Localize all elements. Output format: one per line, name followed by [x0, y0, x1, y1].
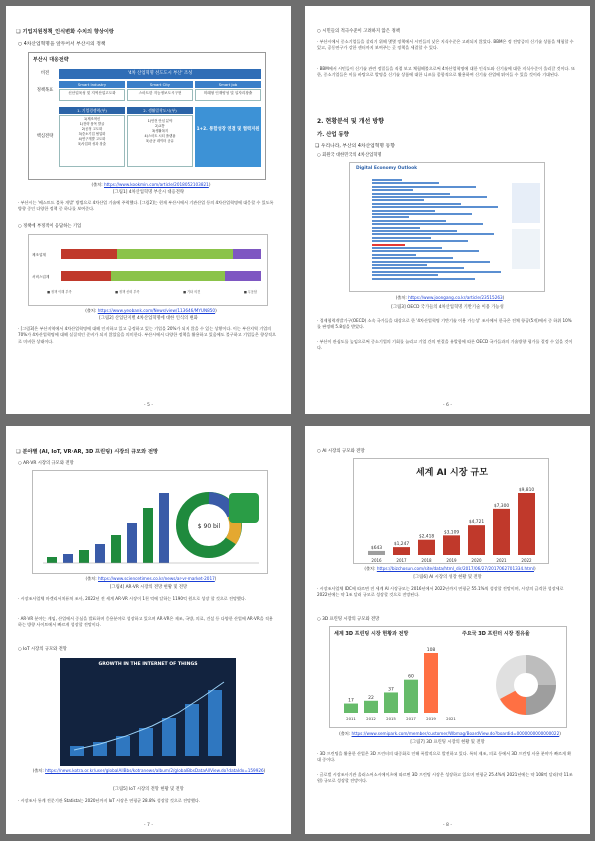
source-link-2[interactable]: https://www.semipark.com/member/customer/Wbmag/BoardView.do?boardid=0000000000000022 [351, 731, 560, 736]
3d-chart-svg [330, 627, 567, 728]
legend-item: ■ 정책 이해 부족 [47, 290, 72, 294]
subsection-title: ○ 시민들의 적극수준이 고려하지 않은 정책 [317, 29, 400, 34]
strategy-item: 1)안전 안심 분야 [147, 119, 173, 123]
row-label-goals: 정책목표 [36, 88, 54, 93]
source-link[interactable]: https://www.joongang.co.kr/article/23515263 [408, 295, 503, 300]
oecd-bar [372, 237, 431, 239]
page-number: - 8 - [442, 823, 453, 828]
row-label-strategy: 핵심전략 [36, 134, 54, 139]
source-link-2[interactable]: https://news.kotra.or.kr/user/globalAllBbs/kotranews/album/2/globalBbsDataAllView.do?dataIdx=159926 [45, 768, 264, 773]
subsection-title-2: ○ 회원국 대한민국의 4차산업혁명 [317, 153, 382, 158]
figure-caption-1: [그림6] AI 시장의 성장 현황 및 전망 [413, 575, 482, 580]
figure-caption-2: [그림7] 3D 프린팅 시장의 현황 및 전망 [410, 740, 485, 745]
oecd-bar [372, 278, 475, 280]
iot-bar [116, 736, 130, 756]
subsection-text: AR·VR 시장의 규모와 전망 [23, 461, 74, 466]
strategy-item: 2)교통 [155, 124, 165, 128]
3d-year-label: 2019 [426, 716, 436, 721]
arvr-bar [47, 557, 57, 563]
arvr-bars [47, 493, 169, 563]
goal-smart-job: Smart Job [195, 81, 261, 88]
oecd-bar [372, 186, 476, 188]
ai-bar-label: $9,810 [518, 488, 535, 493]
legend-item: ■ 무응답 [243, 290, 257, 294]
strategy-integrated: 1+2. 통합성장 연결 및 협력지원 [195, 107, 261, 167]
oecd-chart-title: Digital Economy Outlook [356, 166, 418, 171]
stacked-bar-2 [61, 271, 261, 281]
bar-segment [61, 271, 111, 281]
iot-bar [139, 728, 153, 756]
oecd-chart-figure [349, 162, 545, 292]
arvr-bar [95, 544, 105, 563]
iot-bar [185, 704, 199, 756]
source-line-1: (출처: https://bizchosun.com/site/data/html_dir/2017/06/27/2017062701334.html) [364, 566, 536, 571]
3d-bar-label: 108 [426, 648, 436, 653]
3d-bar [424, 653, 438, 713]
subsection-title-2: ○ IoT 시장의 규모와 전망 [18, 647, 67, 652]
row-label-vision: 비전 [40, 71, 50, 76]
3d-bar [364, 701, 378, 713]
paragraph-2: · BBM에서 시민들이 신기술 관련 정밀들을 직접 보고 체험해볼으로써 4차산업혁명에 대한 인식도와 신기술에 대한 지식수준이 올리갈 것이다. 또한, 중소기업들은 이를 바탕으로 발명을 신기술 상품에 대한 니즈를 종합적으로 활용하여 신기술 산업에 뛰어들 수 있을 것이라 기대된다. [317, 66, 575, 78]
iot-figure-title: GROWTH IN THE INTERNET OF THINGS [98, 662, 198, 667]
section-title-text: 기업지원정책_인식변화 수치의 향상이랑 [22, 29, 114, 35]
section-title-text: 분야별 (AI, IoT, VR·AR, 3D 프린팅) 시장의 규모와 전망 [22, 449, 158, 455]
paragraph-1: · 부산시에서 중소기업들을 살리기 위해 몇몇 정책에서 시민들의 낮은 지식수준은 고려되지 않았다. BBM은 정 전망증의 신기술 상품을 체험할 수 있고, 공동연구가 강한 센터까지 보여주는 곳 정책을 세결할 수 있다. [317, 39, 574, 51]
page-number: - 6 - [442, 403, 453, 408]
arvr-bar [79, 550, 89, 563]
bar-row-label-1: 제조업계 [32, 253, 46, 257]
oecd-bar [372, 250, 479, 252]
oecd-bar [372, 203, 461, 205]
oecd-bar [372, 220, 446, 222]
page-7 [6, 426, 291, 834]
oecd-bar [372, 182, 439, 184]
ai-year-label: 2018 [421, 558, 432, 563]
strategy-item: 3)생활복지 [151, 129, 169, 133]
legend-item: ■ 기타 의견 [182, 290, 201, 294]
oecd-bar [372, 274, 438, 276]
ai-year-label: 2017 [396, 558, 407, 563]
paragraph-3: · 경제협력개발기구(OECD) 소속 국가들을 대상으로 한 '4차산업혁명 기반기술 이용 가능성' 조사에서 한국은 전체 항공(5개)에서 중 하위 10%를 판정해 5.8점을 받았다. [317, 318, 572, 330]
oecd-bar [372, 233, 494, 235]
3d-bar-label: 22 [368, 695, 374, 701]
strategy-item: 4)연구개발 고도화 [78, 137, 106, 141]
figure-caption-1: [그림4] AR·VR 시장의 전망 현황 및 전망 [109, 585, 188, 590]
oecd-bar [372, 267, 464, 269]
oecd-bar [372, 193, 450, 195]
source-link-2[interactable]: https://www.yeobank.com/News/view/113646/MYUN850 [97, 308, 216, 313]
source-line-2: (출처: https://www.yeobank.com/News/view/113646/MYUN850) [85, 308, 217, 313]
oecd-bar [372, 230, 457, 232]
oecd-side-panel [512, 229, 540, 269]
section-title: ❏ 우리나라, 부산의 4차산업혁명 동향 [315, 144, 395, 149]
subsection-text-2: IoT 시장의 규모와 전망 [23, 647, 67, 652]
3d-bar-label: 37 [388, 687, 394, 693]
subsection-title-2: ○ 3D 프린팅 시장의 규모와 전망 [317, 617, 380, 622]
subsection-title: ○ AR·VR 시장의 규모와 전망 [18, 461, 74, 466]
figure-caption-2: [그림5] IoT 시장의 전망 현황 및 전망 [113, 787, 184, 792]
oecd-bar [372, 189, 413, 191]
section-title-text: 우리나라, 부산의 4차산업혁명 동향 [320, 144, 395, 149]
oecd-bar [372, 254, 416, 256]
ai-bar-label: $2,418 [418, 534, 435, 540]
oecd-bar [372, 271, 501, 273]
oecd-bar [372, 240, 468, 242]
ai-bar-label: $643 [370, 545, 383, 551]
section-title: ❏ 기업지원정책_인식변화 수치의 향상이랑 [16, 29, 114, 35]
goal-desc-1: 신산업육성 및 지역산업고도화 [59, 89, 125, 101]
iot-bar [70, 746, 84, 756]
ai-chart-svg [354, 459, 549, 564]
ai-bar [418, 540, 435, 555]
oecd-bar [372, 179, 402, 181]
page-6 [305, 6, 590, 414]
figure-caption: [그림3] OECD 국가들의 4차산업혁명 기반기술 이용 가능성 [391, 305, 504, 310]
legend-item: ■ 정책 신뢰 부족 [114, 290, 140, 294]
goal-smart-city: Smart City [127, 81, 193, 88]
source-link-1[interactable]: https://www.sciencetimes.co.kr/news/ar-vr-market-2017 [98, 576, 215, 581]
iot-chart-svg [60, 658, 236, 766]
figure-caption-1: [그림1] 4차산업혁명 부산시 대응전략 [112, 190, 185, 195]
3d-bar-label: 17 [348, 698, 354, 704]
page-number: - 7 - [143, 823, 154, 828]
arvr-bar [127, 523, 137, 563]
source-line-1: (출처: https://www.sciencetimes.co.kr/news/ar-vr-market-2017) [85, 576, 217, 581]
ai-bar-label: $1,247 [393, 542, 410, 548]
page-5 [6, 6, 291, 414]
strategy-item: 5)공공 데이터 공유 [146, 139, 174, 143]
ai-bar [493, 509, 510, 555]
bar-row-label-2: 서비스업계 [32, 275, 50, 279]
oecd-bar [372, 206, 498, 208]
heading-2: 2. 현황분석 및 개선 방향 [317, 118, 384, 125]
oecd-bar [372, 227, 420, 229]
arvr-bar [159, 493, 169, 563]
paragraph-3: · 글로벌 시장조사기관 울러스어소시에이츠에 따르면 3D 프린팅 시장은 성장하고 있으며 연평균 25.4%씩 2021년에는 약 108억 달러(약 11조 원) 규모로 성장할 전망이다. [317, 772, 573, 784]
bar-segment [225, 271, 261, 281]
oecd-bar-area [358, 179, 508, 283]
ai-year-label: 2016 [371, 558, 382, 563]
ai-year-label: 2020 [471, 558, 482, 563]
3d-chart-1-title: 세계 3D 프린팅 시장 현황과 전망 [334, 631, 409, 637]
arvr-bar [111, 535, 121, 563]
3d-year-label: 2015 [386, 716, 396, 721]
subsection-text: 시민들의 적극수준이 고려하지 않은 정책 [322, 29, 400, 34]
ai-bar [368, 551, 385, 555]
3d-year-label: 2021 [446, 716, 456, 721]
vision-banner: '4차 산업혁명 선도도시 부산' 조성 [59, 69, 261, 79]
iot-bar [162, 718, 176, 756]
subsection-title: ○ 4차산업혁명을 앞두어서 부산시의 정책 [18, 42, 106, 47]
3d-printing-figure [329, 626, 567, 728]
ai-year-label: 2022 [521, 558, 532, 563]
bar-segment [61, 249, 117, 259]
oecd-bar [372, 223, 483, 225]
section-title: ❏ 분야별 (AI, IoT, VR·AR, 3D 프린팅) 시장의 규모와 전망 [16, 449, 158, 455]
ai-bar-label: $7,300 [493, 503, 510, 509]
stacked-bar-1 [61, 249, 261, 259]
subsection-text: AI 시장의 규모와 전망 [322, 449, 365, 454]
strategy-figure [28, 52, 266, 180]
ai-bar-label: $4,721 [468, 520, 485, 526]
source-line-1: (출처: https://www.kookmin.com/article/2018052103821) [91, 182, 211, 187]
source-line-2: (출처: https://www.semipark.com/member/customer/Wbmag/BoardView.do?boardid=0000000000000022) [339, 731, 561, 736]
arvr-bar [63, 554, 73, 563]
ai-bar [393, 547, 410, 555]
3d-bar [384, 692, 398, 713]
3d-bar-label: 60 [408, 674, 414, 680]
strategy-list-1 [59, 115, 125, 167]
paragraph-2: · 3D 프린팅을 활용한 산업은 3D 프린터의 대중화로 인해 폭발적으로 발전하고 있다. 특히 제조, 의료 등에서 3D 프린팅 사용 분야가 빠르게 확대 중이다. [317, 751, 572, 763]
strategy-item: 5)사업화 성과 창출 [78, 142, 106, 146]
bar-segment [111, 271, 225, 281]
3d-chart-2-title: 주요국 3D 프린터 시장 점유율 [462, 631, 530, 637]
strategy-list-2 [127, 115, 193, 167]
source-line-2: (출처: https://news.kotra.or.kr/user/globalAllBbs/kotranews/album/2/globalBbsDataAllView.do?dataIdx=159926) [32, 768, 266, 773]
3d-bar [404, 680, 418, 713]
bar-segment [117, 249, 233, 259]
strategy-item: 4)스마트 시티 플랫폼 [144, 134, 176, 138]
stacked-bar-figure [28, 234, 268, 306]
3d-year-label: 2011 [346, 716, 356, 721]
arvr-chart-figure [32, 470, 268, 574]
strategy-item: 1)제조혁신 [83, 117, 101, 121]
page-8 [305, 426, 590, 834]
bar-legend [47, 289, 257, 294]
3d-bar [344, 704, 358, 713]
strategy-item: 1)전략 품목 발굴 [79, 122, 105, 126]
oecd-bar [372, 264, 427, 266]
oecd-bar [372, 213, 472, 215]
source-line: (출처: https://www.joongang.co.kr/article/23515263) [395, 295, 505, 300]
arvr-bar [143, 508, 153, 563]
oecd-bar [372, 257, 453, 259]
strategy-head-2: 2. 생활밀착도시(부) [127, 107, 193, 114]
ai-bar [518, 493, 535, 555]
source-link-1[interactable]: https://www.kookmin.com/article/2018052103821 [104, 182, 209, 187]
oecd-side-panel [512, 183, 540, 223]
ai-bars [368, 487, 535, 563]
paragraph-3: · 시장조사 통계 전문기관 Statista는 2020년까지 IoT 시장은 연평균 28.8% 성장할 것으로 전망했다. [18, 798, 201, 803]
oecd-bar [372, 196, 487, 198]
ai-chart-title: 세계 AI 시장 규모 [416, 468, 488, 478]
subsection-text-2: 회원국 대한민국의 4차산업혁명 [322, 153, 382, 158]
strategy-figure-title: 부산시 대응전략 [33, 57, 69, 63]
ai-bar [443, 535, 460, 555]
bar-segment [233, 249, 261, 259]
source-link-1[interactable]: https://bizchosun.com/site/data/html_dir/2017/06/27/2017062701334.html [376, 566, 534, 571]
strategy-head-1: 1. 기업경쟁력(부) [59, 107, 125, 114]
subsection-text: 4차산업혁명을 앞두어서 부산시의 정책 [23, 42, 106, 47]
goal-desc-2: 스마트한 지능정보도시구현 [127, 89, 193, 101]
oecd-bar [372, 247, 442, 249]
ai-bar [468, 525, 485, 555]
goal-desc-3: 미래형 인재양성 및 일자리창출 [195, 89, 261, 101]
paragraph-2: · [그림3]은 부산지역에서 4차산업혁명에 대해 인지하고 있고 긍정하고 있는 기업을 20%가 되지 않을 수 있는 상황이다. 이는 부산지역 기업의 70%가 4차산업혁명에 대해 실질적인 준비가 되지 않았음을 의미한다. 부산시에서 다양한 정책을 활용하고 있음에도 불구하고 기업들은 향상적으로 미비한 상태이다. [18, 326, 276, 344]
oecd-bar [372, 210, 435, 212]
figure-caption-2: [그림2] 산업단지별 4차산업혁명에 대한 인식의 변화 [99, 316, 198, 321]
3d-market-bars [344, 647, 456, 721]
oecd-bar [372, 216, 409, 218]
paragraph-1: · 시장조사업체 IDC에 따르면 전 세계 AI 시장규모는 2016년에서 2022년까지 연평균 55.1%씩 성장할 전망이며, 시장의 급격한 성장세로 2022년에는 약 1조 달러 규모로 성장할 것으로 전망된다. [317, 586, 564, 598]
iot-bar [208, 690, 222, 756]
strategy-item: 3)중소기업 협업화 [78, 132, 106, 136]
subsection-title: ○ AI 시장의 규모와 전망 [317, 449, 365, 454]
oecd-bar [372, 199, 424, 201]
share-pie-center [514, 673, 538, 697]
3d-year-label: 2012 [366, 716, 376, 721]
ai-bar-label: $3,109 [443, 530, 460, 536]
oecd-bar [372, 261, 490, 263]
subsection-title-2: ○ 정책에 부정적이 응답하는 기업 [18, 224, 82, 229]
3d-year-label: 2017 [406, 716, 416, 721]
paragraph-1: · 시장조사업체 마켓리서치퓨처 조사, 2022년 전 세계 AR·VR 시장이 1천 억에 달하는 1190억 원으로 성장 할 것으로 전망했다. [18, 596, 247, 601]
donut-value: $ 90 bil [197, 523, 221, 530]
goal-smart-industry: Smart Industry [59, 81, 125, 88]
arvr-chart-svg [33, 471, 268, 574]
callout-badge [229, 493, 259, 523]
iot-figure [60, 658, 236, 766]
strategy-item: 2)공정 고도화 [81, 127, 103, 131]
oecd-bar [372, 244, 405, 246]
subsection-text-2: 정책에 부정적이 응답하는 기업 [23, 224, 82, 229]
source-prefix: (출처: [91, 182, 104, 187]
paragraph-4: · 부산이 관심도를 높임으로써 중소기업의 기회를 늘리고 기업 간의 연결을 유발함에 따른 OECD 국가들과의 기술방향 평가를 결정 수 있을 것이다. [317, 339, 573, 351]
ai-chart-figure [353, 458, 549, 564]
paragraph-2: · AR·VR 분야는 게임, 산업에서 중심을 발표하며 응용분야로 성장하고 있으며 AR·VR은 제조, 국방, 의료, 건설 등 다양한 산업에 AR·VR을 적용하는 방향 사이트에서 빠르게 성장할 전망이다. [18, 616, 273, 628]
heading-3: 가. 산업 동향 [317, 132, 349, 138]
paragraph-1: · 부산시는 '베스트드 블록 개발' 방법으로 4차산업 기술에 주력했다. [그림2]는 현재 부산시에서 기관산업 등의 4차산업혁명에 대응할 수 있도록 방향 중인 다양한 정책 중 하나를 보여준다. [18, 200, 274, 212]
page-number: - 5 - [143, 403, 154, 408]
subsection-text-2: 3D 프린팅 시장의 규모와 전망 [322, 617, 380, 622]
ai-year-label: 2019 [446, 558, 457, 563]
ai-year-label: 2021 [496, 558, 507, 563]
